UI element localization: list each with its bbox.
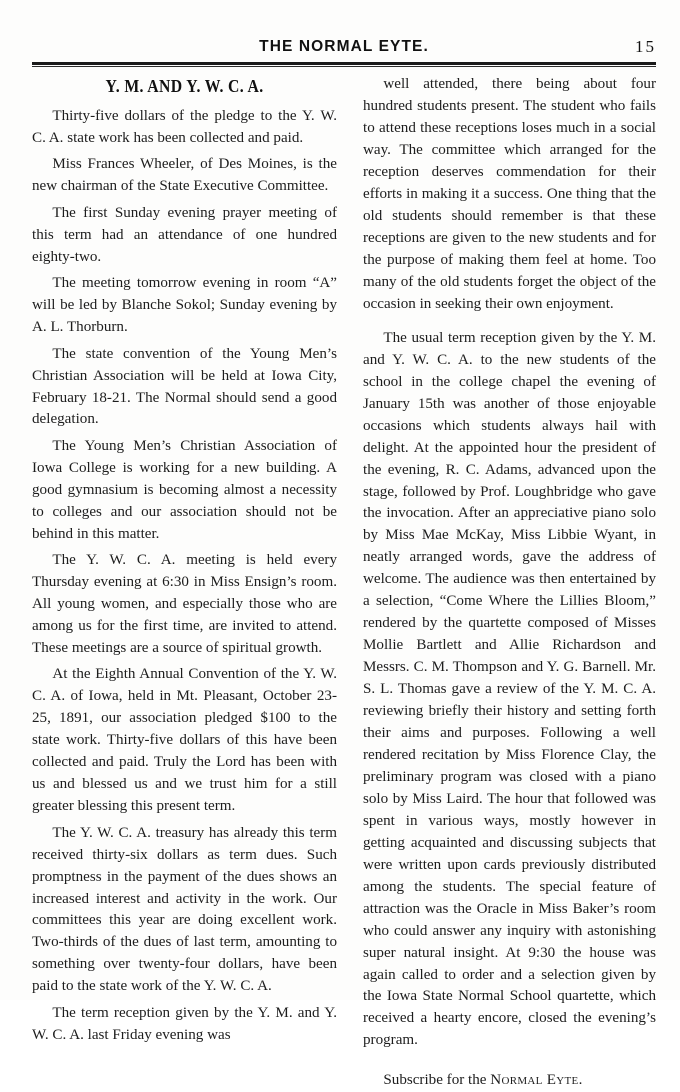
paragraph: Thirty-five dollars of the pledge to the Y. W. C. A. state work has been collected and paid. (32, 108, 337, 146)
page-number: 15 (635, 37, 656, 56)
running-head (32, 38, 656, 60)
body-columns (32, 74, 656, 1088)
paragraph: The Young Men’s Christian Association of Iowa College is working for a new building. A good gymnasium is becoming almost a necessity to colleges and our association should not be behind in this matter. (32, 437, 337, 542)
paragraph: The term reception given by the Y. M. and Y. W. C. A. last Friday evening was (32, 1004, 337, 1043)
paragraph: At the Eighth Annual Convention of the Y. W. C. A. of Iowa, held in Mt. Pleasant, October 23-25, 1891, our association pledged $100 to the state work. Thirty-five dollars of this have been collected and paid. Truly the Lord has been with us and blessed us and we trust him for a still greater blessing this present term. (32, 666, 337, 815)
subscribe-line (363, 1070, 656, 1092)
subscribe-suffix: . (578, 1071, 583, 1088)
paragraph: The Y. W. C. A. treasury has already this term received thirty-six dollars as term dues. Such promptness in the payment of the dues shows an increased interest and activity in the work. Our committees this year are doing excellent work. Two-thirds of the dues of last term, amounting to something over twenty-four dollars, have been paid to the state work of the Y. W. C. A. (32, 824, 337, 995)
paragraph: The state convention of the Young Men’s Christian Association will be held at Iowa City, February 18-21. The Normal should send a good delegation. (32, 345, 337, 428)
column-right (363, 74, 656, 1088)
subscribe-prefix: Subscribe for the (383, 1071, 491, 1088)
subscribe-publication-name: Normal Eyte (490, 1071, 579, 1088)
header-double-rule (32, 62, 656, 67)
publication-title: THE NORMAL EYTE. (259, 38, 429, 55)
paragraph: The first Sunday evening prayer meeting of this term had an attendance of one hundred eighty-two. (32, 204, 337, 265)
section-heading: Y. M. AND Y. W. C. A. (105, 76, 264, 96)
paragraph: Miss Frances Wheeler, of Des Moines, is the new chairman of the State Executive Committee. (32, 156, 337, 195)
column-left (32, 74, 337, 1043)
paragraph: The meeting tomorrow evening in room “A” will be led by Blanche Sokol; Sunday evening by A. L. Thorburn. (32, 275, 337, 336)
rule-thin (32, 66, 656, 67)
paragraph: The Y. W. C. A. meeting is held every Thursday evening at 6:30 in Miss Ensign’s room. All young women, and especially those who are among us for the first time, are invited to attend. These meetings are a source of spiritual growth. (32, 552, 337, 657)
paragraph: The usual term reception given by the Y. M. and Y. W. C. A. to the new students of the school in the college chapel the evening of January 15th was another of those enjoyable occasions which students always hail with delight. At the appointed hour the president of the evening, R. C. Adams, advanced upon the stage, followed by Prof. Loughbridge who gave the invocation. After an appreciative piano solo by Miss Mae McKay, Miss Libbie Wyant, in neatly arranged words, gave the address of welcome. The audience was then entertained by a selection, “Come Where the Lillies Bloom,” rendered by the quartette composed of Misses Mollie Bartlett and Allie Richardson and Messrs. C. M. Thompson and Y. G. Barnell. Mr. S. L. Thomas gave a review of the Y. M. C. A. reviewing briefly their history and setting forth their aims and purposes. Following a well rendered recitation by Miss Florence Clay, the preliminary program was closed with a piano solo by Miss Laird. The hour that followed was spent in various ways, mostly however in getting acquainted and discussing subjects that were written upon cards previously distributed among the students. The special feature of attraction was the Oracle in Miss Baker’s room who could answer any inquiry with astonishing super natural insight. At 9:30 the house was again called to order and a selection given by the Iowa State Normal School quartette, which received a hearty encore, closed the evening’s program. (363, 329, 656, 1049)
paragraph-continued: well attended, there being about four hundred students present. The student who fails to attend these receptions loses much in a social way. The committee which arranged for the reception deserves commendation for their efforts in making it a success. One thing that the old students should remember is that these receptions are given to the new students and for the purpose of making them feel at home. Too many of the old students forget the object of the occasion in seeking their own enjoyment. (363, 76, 656, 312)
